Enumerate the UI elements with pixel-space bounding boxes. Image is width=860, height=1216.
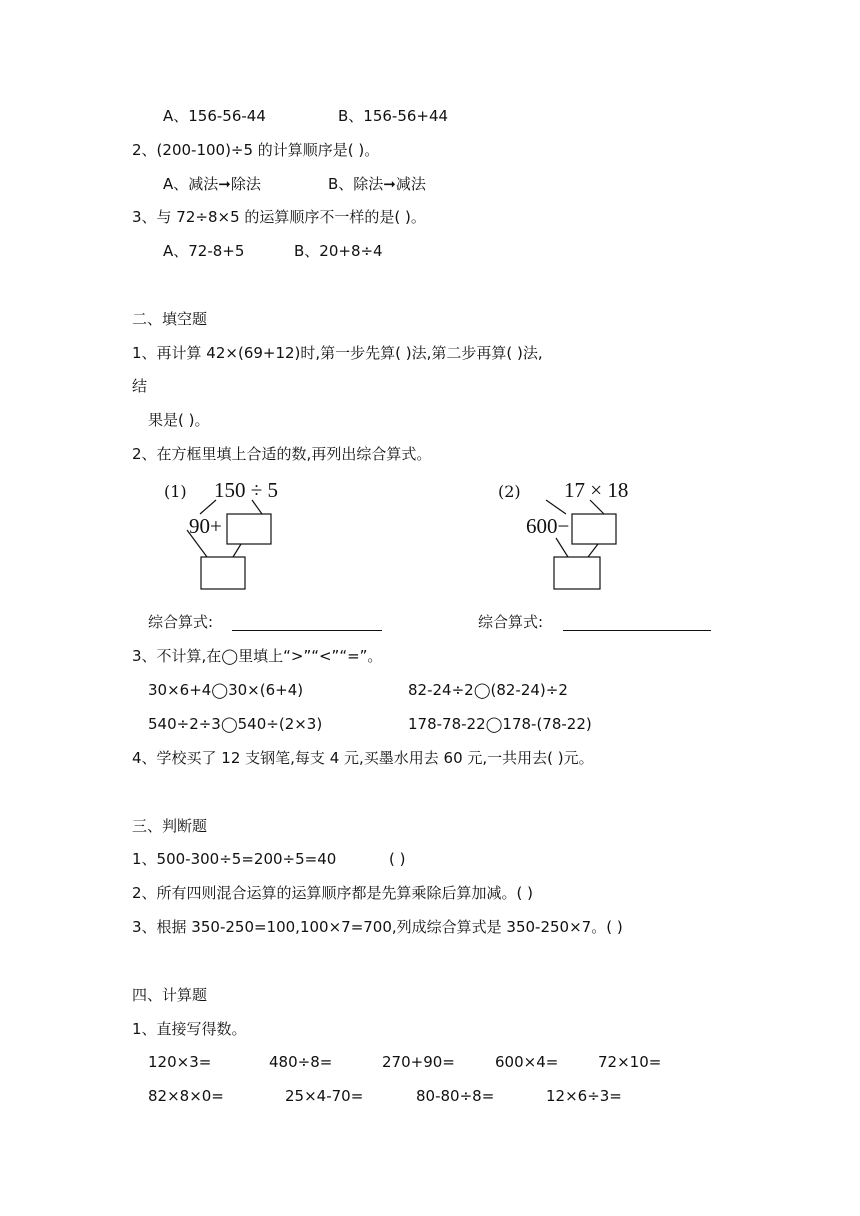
- tree-figure-1: [160, 478, 300, 593]
- figure-1-label: (1): [164, 482, 187, 501]
- calc-item: 12×6÷3=: [546, 1087, 622, 1105]
- fill-q1-line1: 1、再计算 42×(69+12)时,第一步先算( )法,第二步再算( )法,: [132, 344, 543, 362]
- figure-1-top-expr: 150 ÷ 5: [214, 478, 279, 502]
- formula-label-1: 综合算式:: [148, 613, 214, 631]
- judge-q1-paren: ( ): [389, 850, 406, 868]
- figure-2-label: (2): [498, 482, 521, 501]
- calc-item: 72×10=: [598, 1053, 662, 1071]
- section3-title: 三、判断题: [132, 817, 208, 835]
- q3-option-a: A、72-8+5: [163, 242, 245, 260]
- q2-option-a: A、减法➞除法: [163, 175, 261, 193]
- section2-title: 二、填空题: [132, 310, 208, 328]
- compare-item-3: 540÷2÷3◯540÷(2×3): [148, 715, 323, 733]
- answer-box-2b[interactable]: [554, 557, 600, 589]
- q3-option-b: B、20+8÷4: [294, 242, 383, 260]
- fill-q1-line3: 果是( )。: [148, 411, 210, 429]
- compare-item-1: 30×6+4◯30×(6+4): [148, 681, 304, 699]
- answer-box-1b[interactable]: [201, 557, 245, 589]
- calc-item: 82×8×0=: [148, 1087, 224, 1105]
- fill-q1-line2: 结: [132, 377, 148, 395]
- calc-item: 80-80÷8=: [416, 1087, 495, 1105]
- fill-q4-stem: 4、学校买了 12 支钢笔,每支 4 元,买墨水用去 60 元,一共用去( )元。: [132, 749, 594, 767]
- judge-q3-text: 3、根据 350-250=100,100×7=700,列成综合算式是 350-250×7。( ): [132, 918, 623, 936]
- figure-2-top-expr: 17 × 18: [564, 478, 629, 502]
- q2-option-b: B、除法➞减法: [328, 175, 426, 193]
- figure-2-left-term: 600−: [526, 514, 570, 538]
- fill-q3-stem: 3、不计算,在◯里填上“>”“<”“=”。: [132, 647, 383, 665]
- judge-q2-text: 2、所有四则混合运算的运算顺序都是先算乘除后算加减。( ): [132, 884, 534, 902]
- judge-q1-text: 1、500-300÷5=200÷5=40: [132, 850, 337, 868]
- calc-item: 120×3=: [148, 1053, 212, 1071]
- calc-item: 25×4-70=: [285, 1087, 364, 1105]
- formula-blank-2[interactable]: [563, 630, 711, 631]
- answer-box-1a[interactable]: [227, 514, 271, 544]
- section4-title: 四、计算题: [132, 986, 208, 1004]
- q3-stem: 3、与 72÷8×5 的运算顺序不一样的是( )。: [132, 208, 426, 226]
- figure-1-left-term: 90+: [189, 514, 222, 538]
- compare-item-2: 82-24÷2◯(82-24)÷2: [408, 681, 568, 699]
- calc-item: 480÷8=: [269, 1053, 333, 1071]
- fill-q2-stem: 2、在方框里填上合适的数,再列出综合算式。: [132, 445, 432, 463]
- answer-box-2a[interactable]: [572, 514, 616, 544]
- calc-q1-stem: 1、直接写得数。: [132, 1020, 247, 1038]
- q2-stem: 2、(200-100)÷5 的计算顺序是( )。: [132, 141, 380, 159]
- calc-item: 600×4=: [495, 1053, 559, 1071]
- calc-row-1: [0, 1052, 860, 1072]
- formula-label-2: 综合算式:: [478, 613, 544, 631]
- formula-blank-1[interactable]: [232, 630, 382, 631]
- q1-option-b: B、156-56+44: [338, 107, 449, 125]
- calc-item: 270+90=: [382, 1053, 455, 1071]
- compare-item-4: 178-78-22◯178-(78-22): [408, 715, 592, 733]
- tree-figure-2: [496, 478, 636, 593]
- q1-option-a: A、156-56-44: [163, 107, 266, 125]
- calc-row-2: [0, 1086, 860, 1106]
